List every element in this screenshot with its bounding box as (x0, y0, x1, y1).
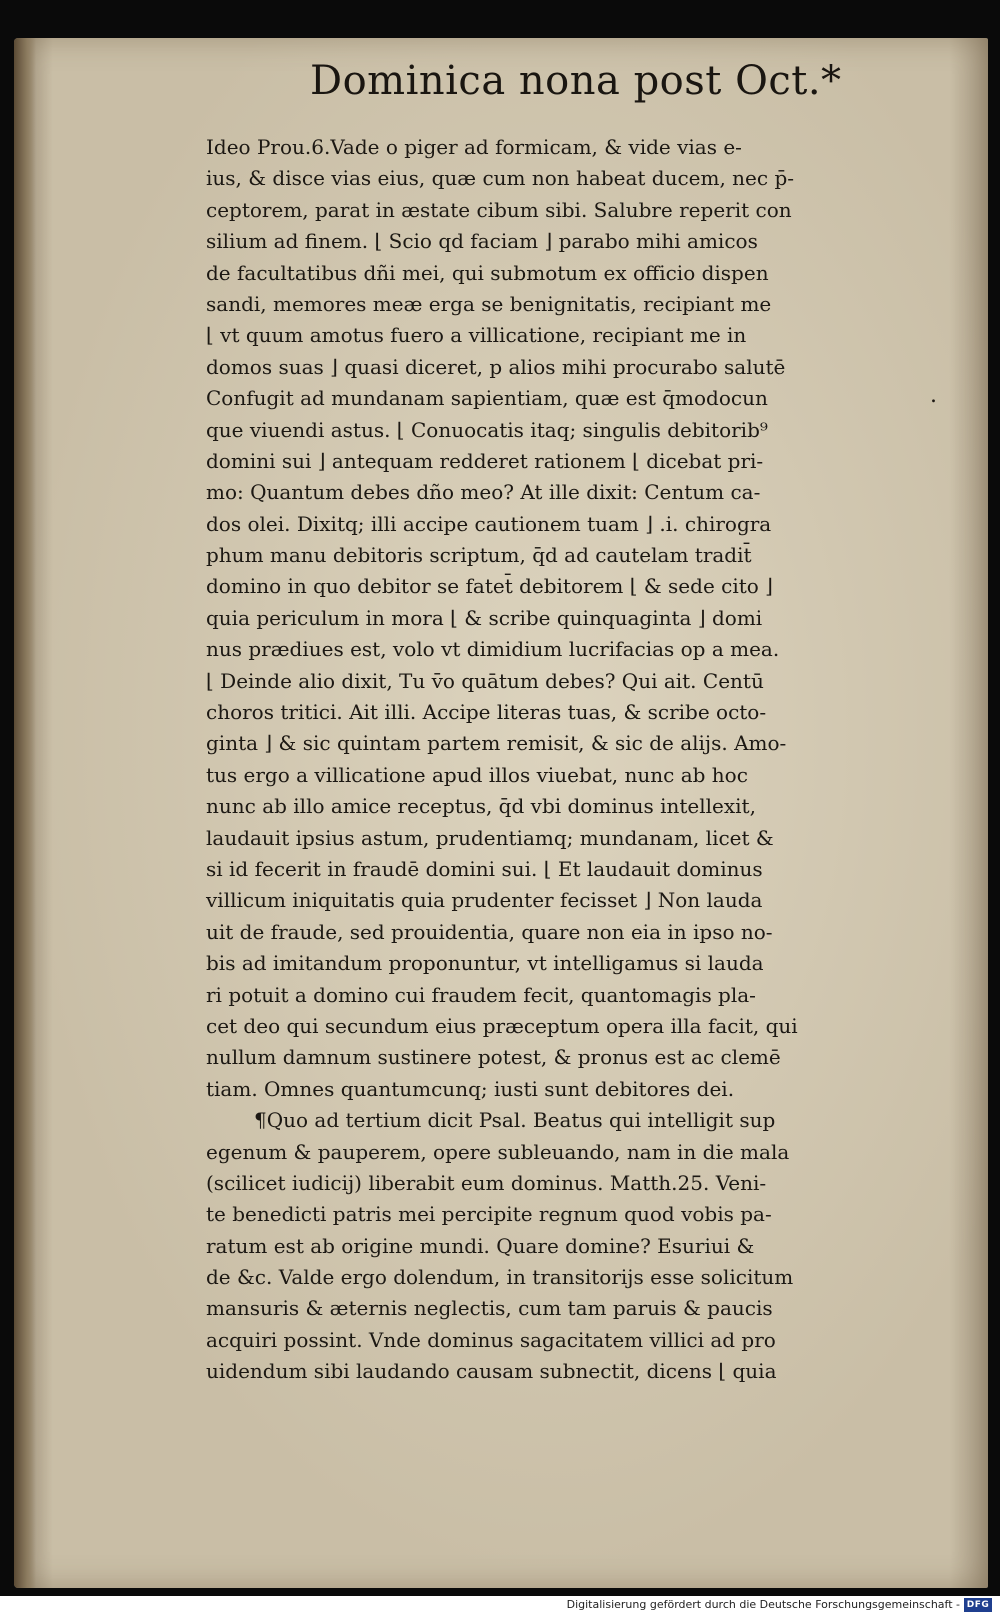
page-gutter (14, 38, 36, 1588)
text-line: villicum iniquitatis quia prudenter fecisset ⌋ Non lauda (206, 888, 763, 913)
text-line: (scilicet iudicij) liberabit eum dominus. Matth.25. Veni- (206, 1170, 767, 1195)
text-line: nunc ab illo amice receptus, q̄d vbi dominus intellexit, (206, 794, 756, 819)
text-line: que viuendi astus. ⌊ Conuocatis itaq; singulis debitorib⁹ (206, 417, 768, 442)
text-line: Confugit ad mundanam sapientiam, quæ est q̄modocun (206, 386, 768, 411)
text-line: si id fecerit in fraudē domini sui. ⌊ Et laudauit dominus (206, 856, 763, 881)
text-line: Ideo Prou.6.Vade o piger ad formicam, & vide vias e- (206, 135, 742, 159)
text-line: nullum damnum sustinere potest, & pronus est ac clemē (206, 1045, 781, 1070)
text-line: ceptorem, parat in æstate cibum sibi. Salubre reperit con (206, 197, 792, 222)
text-line: ⌊ vt quum amotus fuero a villicatione, recipiant me in (206, 323, 747, 348)
text-line: domini sui ⌋ antequam redderet rationem ⌊ dicebat pri- (206, 448, 764, 473)
margin-mark: . (930, 383, 937, 408)
text-line: ratum est ab origine mundi. Quare domine? Esuriui & (206, 1233, 755, 1258)
text-line: cet deo qui secundum eius præceptum opera illa facit, qui (206, 1013, 798, 1038)
text-line: quia periculum in mora ⌊ & scribe quinquaginta ⌋ domi (206, 605, 763, 630)
text-line: nus prædiues est, volo vt dimidium lucrifacias op a mea. (206, 637, 780, 662)
text-line: acquiri possint. Vnde dominus sagacitatem villici ad pro (206, 1327, 776, 1352)
text-line: tus ergo a villicatione apud illos viuebat, nunc ab hoc (206, 762, 748, 787)
text-line: ri potuit a domino cui fraudem fecit, quantomagis pla- (206, 982, 756, 1007)
text-line: silium ad finem. ⌊ Scio qd faciam ⌋ parabo mihi amicos (206, 229, 758, 254)
text-line: dos olei. Dixitq; illi accipe cautionem tuam ⌋ .i. chirogra (206, 511, 772, 536)
page-body-text (206, 132, 926, 1388)
text-line: choros tritici. Ait illi. Accipe literas tuas, & scribe octo- (206, 700, 767, 725)
text-line: te benedicti patris mei percipite regnum quod vobis pa- (206, 1202, 772, 1227)
text-line: tiam. Omnes quantumcunq; iusti sunt debitores dei. (206, 1076, 735, 1101)
text-line: de &c. Valde ergo dolendum, in transitorijs esse solicitum (206, 1265, 794, 1290)
text-line: egenum & pauperem, opere subleuando, nam in die mala (206, 1139, 790, 1164)
text-line: domino in quo debitor se fatet̄ debitorem ⌊ & sede cito ⌋ (206, 574, 773, 599)
text-line: laudauit ipsius astum, prudentiamq; mundanam, licet & (206, 825, 774, 850)
text-line: uidendum sibi laudando causam subnectit, dicens ⌊ quia (206, 1359, 777, 1384)
text-line: mansuris & æternis neglectis, cum tam paruis & paucis (206, 1296, 773, 1321)
text-line: domos suas ⌋ quasi diceret, p alios mihi procurabo salutē (206, 354, 786, 379)
text-line: phum manu debitoris scriptum, q̄d ad cautelam tradit̄ (206, 543, 752, 568)
text-line: ⌊ Deinde alio dixit, Tu v̄o quātum debes? Qui ait. Centū (206, 668, 764, 693)
text-line: ius, & disce vias eius, quæ cum non habeat ducem, nec p̄- (206, 166, 795, 191)
text-line: mo: Quantum debes dño meo? At ille dixit: Centum ca- (206, 480, 761, 505)
footer-credit: Digitalisierung gefördert durch die Deutsche Forschungsgemeinschaft - (566, 1598, 960, 1611)
text-line: ginta ⌋ & sic quintam partem remisit, & sic de alijs. Amo- (206, 731, 787, 756)
text-line: sandi, memores meæ erga se benignitatis, recipiant me (206, 291, 772, 316)
text-line: uit de fraude, sed prouidentia, quare non eia in ipso no- (206, 919, 773, 944)
text-line: de facultatibus dñi mei, qui submotum ex officio dispen (206, 260, 769, 285)
text-line: ¶Quo ad tertium dicit Psal. Beatus qui intelligit sup (254, 1108, 776, 1133)
dfg-logo: DFG (964, 1598, 992, 1612)
text-line: bis ad imitandum proponuntur, vt intelligamus si lauda (206, 951, 764, 976)
page-heading: Dominica nona post Oct.* (310, 58, 842, 104)
